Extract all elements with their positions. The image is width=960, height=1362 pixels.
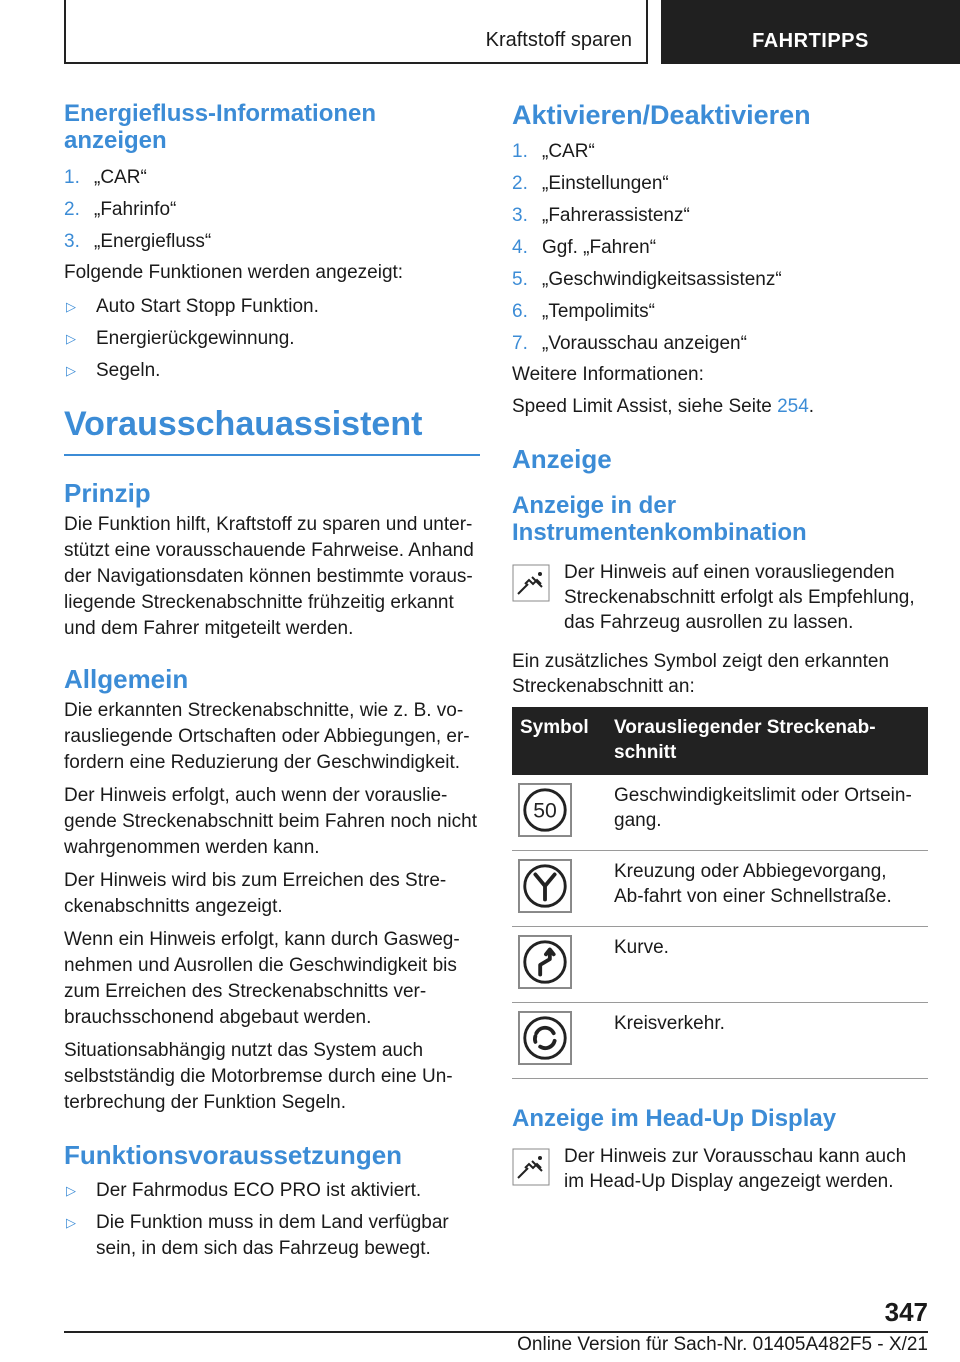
symbol-cell [512, 1003, 606, 1079]
bullet-text: Segeln. [96, 360, 161, 381]
speed-limit-reference [512, 394, 928, 420]
bullet-text: Die Funktion muss in dem Land verfügbar sein, in dem sich das Fahrzeug bewegt. [96, 1212, 449, 1259]
desc-cell: Kurve. [606, 927, 928, 1003]
list-item [512, 232, 928, 264]
symbol-intro: Ein zusätzliches Symbol zeigt den erkannten Streckenabschnitt an: [512, 651, 890, 697]
col-desc-header: Vorausliegender Streckenab‐schnitt [606, 707, 928, 775]
step-number: 1. [64, 167, 80, 188]
step-number: 1. [512, 141, 528, 162]
more-info: Weitere Informationen: [512, 364, 704, 385]
step-text: Ggf. „Fahren“ [542, 237, 657, 258]
list-item [512, 136, 928, 168]
main-title-wrap [64, 404, 480, 456]
allgemein-title: Allgemein [64, 664, 189, 694]
table-row [512, 927, 928, 1003]
symbol-cell [512, 775, 606, 851]
symbol-cell [512, 851, 606, 927]
coasting-hint-icon [512, 564, 550, 602]
left-column [64, 100, 480, 1268]
header-chapter-title: FAHRTIPPS [752, 29, 869, 52]
list-item [64, 226, 480, 258]
header-section-title: Kraftstoff sparen [485, 29, 632, 51]
energy-title: Energiefluss-Informationen anzeigen [64, 100, 377, 154]
bullet-triangle-icon: ▷ [66, 1215, 76, 1230]
desc-cell: Geschwindigkeitslimit oder Ortsein‐gang. [606, 775, 928, 851]
footer-divider [64, 1331, 928, 1333]
list-item [512, 264, 928, 296]
aktiv-title: Aktivieren/Deaktivieren [512, 100, 811, 130]
list-item [512, 168, 928, 200]
table-row [512, 775, 928, 851]
bullet-triangle-icon: ▷ [66, 299, 76, 314]
energy-intro: Folgende Funktionen werden angezeigt: [64, 262, 404, 283]
list-item [64, 1178, 480, 1204]
symbol-cell [512, 927, 606, 1003]
allgemein-paragraph: Situationsabhängig nutzt das System auch selbstständig die Motorbremse durch eine Un‐terbrechung der Funktion Segeln. [64, 1040, 453, 1113]
allgemein-paragraph: Wenn ein Hinweis erfolgt, kann durch Gasweg‐nehmen und Ausrollen die Geschwindigkeit bis zum Erreichen des Streckenabschnitts ver‐brauchsschonend abgebaut werden. [64, 929, 460, 1028]
bullet-triangle-icon: ▷ [66, 331, 76, 346]
step-text: „CAR“ [542, 141, 595, 162]
step-text: „Geschwindigkeitsassistenz“ [542, 269, 782, 290]
step-number: 6. [512, 301, 528, 322]
list-item [64, 194, 480, 226]
roundabout-icon [518, 1011, 572, 1065]
step-text: „Energiefluss“ [94, 231, 212, 252]
prinzip-text: Die Funktion hilft, Kraftstoff zu sparen und unter‐stützt eine vorausschauende Fahrweise. Anhand der Navigationsdaten können bestimmte voraus‐liegende Streckenabschnitte frühzeitig erkannt und dem Fahrer mitgeteilt werden. [64, 514, 474, 639]
symbol-table [512, 707, 928, 1079]
allgemein-paragraph: Der Hinweis erfolgt, auch wenn der vorauslie‐gende Streckenabschnitt beim Fahren noch nicht wahrgenommen werden kann. [64, 785, 477, 858]
step-text: „Fahrinfo“ [94, 199, 177, 220]
energy-steps [64, 162, 480, 258]
list-item [64, 162, 480, 194]
speed-limit-value: 50 [533, 799, 557, 823]
list-item [512, 328, 928, 360]
junction-icon [518, 859, 572, 913]
step-number: 2. [64, 199, 80, 220]
speed-limit-end: . [808, 396, 815, 417]
hud-note [512, 1144, 928, 1194]
list-item [64, 358, 480, 384]
desc-cell: Kreisverkehr. [606, 1003, 928, 1079]
list-item [64, 1210, 480, 1262]
speed-limit-50-icon [518, 783, 572, 837]
hud-note-text: Der Hinweis zur Vorausschau kann auch im Head-Up Display angezeigt werden. [564, 1146, 907, 1192]
anzeige-title: Anzeige [512, 444, 612, 474]
header-section-box [64, 0, 648, 64]
bullet-triangle-icon: ▷ [66, 1183, 76, 1198]
list-item [64, 294, 480, 320]
step-text: „CAR“ [94, 167, 147, 188]
step-number: 4. [512, 237, 528, 258]
footer-online-version: Online Version für Sach-Nr. 01405A482F5 - X/21 [517, 1334, 928, 1355]
table-row [512, 851, 928, 927]
bullet-text: Der Fahrmodus ECO PRO ist aktiviert. [96, 1180, 422, 1201]
step-number: 3. [512, 205, 528, 226]
step-text: „Einstellungen“ [542, 173, 669, 194]
bullet-text: Energierückgewinnung. [96, 328, 295, 349]
table-row [512, 1003, 928, 1079]
step-number: 2. [512, 173, 528, 194]
step-text: „Fahrerassistenz“ [542, 205, 690, 226]
table-header-row [512, 707, 928, 775]
col-symbol-header: Symbol [512, 707, 606, 775]
list-item [512, 296, 928, 328]
allgemein-paragraph: Die erkannten Streckenabschnitte, wie z. B. vo‐rausliegende Ortschaften oder Abbiegungen, er‐fordern eine Reduzierung der Geschwindigkeit. [64, 700, 470, 773]
allgemein-paragraph: Der Hinweis wird bis zum Erreichen des Stre‐ckenabschnitts angezeigt. [64, 870, 447, 917]
instr-note [512, 560, 928, 635]
funktion-bullets [64, 1178, 480, 1262]
step-text: „Tempolimits“ [542, 301, 655, 322]
list-item [64, 326, 480, 352]
funktion-title: Funktionsvoraussetzungen [64, 1140, 403, 1170]
aktiv-steps [512, 136, 928, 360]
curve-icon [518, 935, 572, 989]
instr-title: Anzeige in der Instrumentenkombination [512, 492, 807, 546]
coasting-hint-icon [512, 1148, 550, 1186]
step-number: 7. [512, 333, 528, 354]
prinzip-title: Prinzip [64, 478, 151, 508]
step-number: 5. [512, 269, 528, 290]
page-number: 347 [884, 1297, 928, 1327]
bullet-text: Auto Start Stopp Funktion. [96, 296, 319, 317]
list-item [512, 200, 928, 232]
bullet-triangle-icon: ▷ [66, 363, 76, 378]
speed-limit-text: Speed Limit Assist, siehe Seite [512, 396, 778, 417]
step-text: „Vorausschau anzeigen“ [542, 333, 747, 354]
header-chapter-tab [661, 0, 960, 64]
page-link[interactable]: 254 [777, 396, 809, 417]
desc-cell: Kreuzung oder Abbiegevorgang, Ab‐fahrt von einer Schnellstraße. [606, 851, 928, 927]
hud-title: Anzeige im Head-Up Display [512, 1105, 837, 1132]
right-column [512, 100, 928, 1194]
main-title: Vorausschauassistent [64, 405, 423, 443]
step-number: 3. [64, 231, 80, 252]
instr-note-text: Der Hinweis auf einen vorausliegenden Streckenabschnitt erfolgt als Empfehlung, das Fahrzeug ausrollen zu lassen. [564, 562, 915, 633]
energy-bullets [64, 294, 480, 384]
